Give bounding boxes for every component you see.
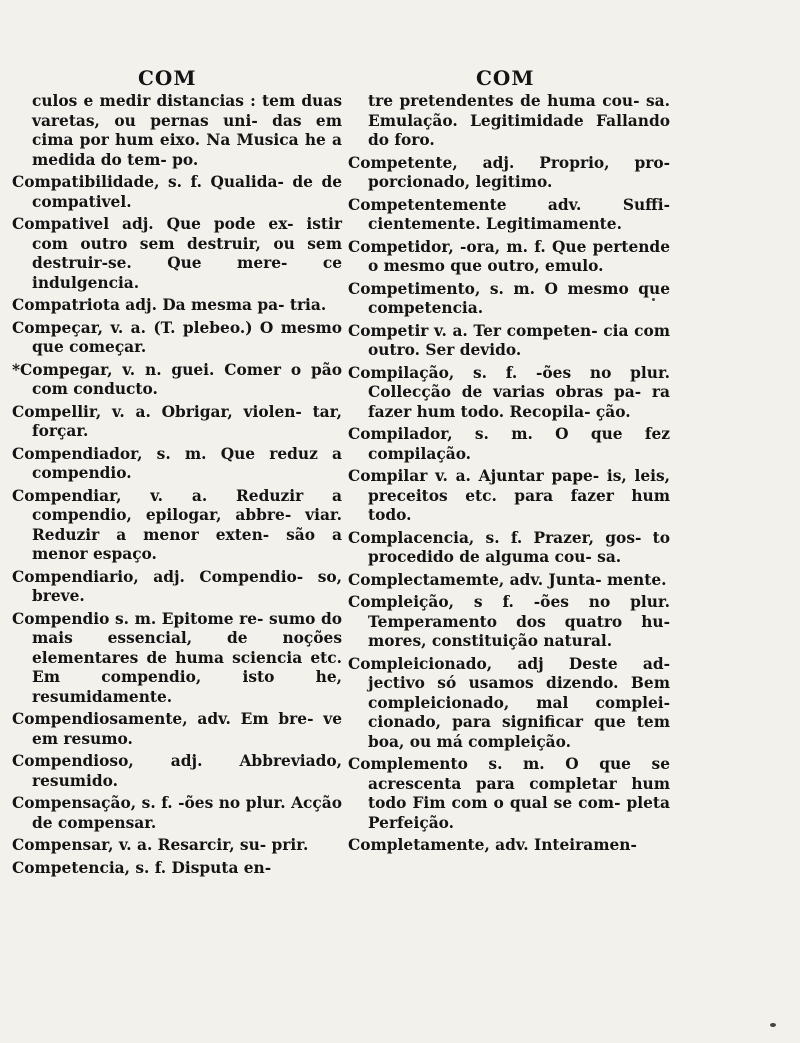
dictionary-entry: Completamente, adv. Inteiramen- — [348, 836, 637, 854]
dictionary-entry: Compendiario, adj. Compendio- so, breve. — [12, 567, 342, 605]
dictionary-entry: Compendiosamente, adv. Em bre- ve em resumo. — [12, 710, 342, 748]
dictionary-entry: Competidor, -ora, m. f. Que pertende o mesmo que outro, emulo. — [348, 237, 670, 275]
dictionary-entry: Compatriota adj. Da mesma pa- tria. — [12, 296, 327, 314]
right-running-header: COM — [476, 66, 535, 90]
dictionary-entry: Compendiador, s. m. Que reduz a compendio. — [12, 444, 342, 482]
dictionary-entry: Competimento, s. m. O mesmo que competencia. — [348, 279, 670, 317]
dictionary-entry: tre pretendentes de huma cou- sa. Emulação. Legitimidade Fallando do foro. — [368, 92, 670, 149]
dictionary-entry: Compatibilidade, s. f. Qualida- de de compativel. — [12, 173, 342, 211]
dictionary-entry: Compellir, v. a. Obrigar, violen- tar, forçar. — [12, 402, 342, 440]
left-column — [12, 92, 342, 881]
ink-speck — [652, 298, 655, 301]
dictionary-entry: Complectamemte, adv. Junta- mente. — [348, 570, 667, 589]
dictionary-entry: Competencia, s. f. Disputa en- — [12, 858, 272, 877]
dictionary-entry: Compendioso, adj. Abbreviado, resumido. — [12, 752, 342, 790]
dictionary-entry: Compensação, s. f. -ões no plur. Acção de compensar. — [12, 794, 342, 832]
ink-speck — [770, 1023, 776, 1027]
dictionary-entry: Competir v. a. Ter competen- cia com outro. Ser devido. — [348, 321, 670, 359]
dictionary-entry: Compilação, s. f. -ões no plur. Collecção de varias obras pa- ra fazer hum todo. Recopila- ção. — [348, 363, 670, 421]
dictionary-entry: Competente, adj. Proprio, pro- porcionado, legitimo. — [348, 153, 670, 191]
dictionary-entry: *Compegar, v. n. guei. Comer o pão com conducto. — [12, 360, 342, 398]
dictionary-entry: culos e medir distancias : tem duas varetas, ou pernas uni- das em cima por hum eixo. Na Musica he a medida do tem- po. — [32, 92, 342, 169]
dictionary-entry: Compilar v. a. Ajuntar pape- is, leis, preceitos etc. para fazer hum todo. — [348, 467, 670, 524]
dictionary-entry: Compativel adj. Que pode ex- istir com outro sem destruir, ou sem destruir-se. Que mere- ce indulgencia. — [12, 215, 342, 292]
dictionary-entry: Compleicionado, adj Deste ad- jectivo só usamos dizendo. Bem compleicionado, mal complei- cionado, para significar que tem boa, ou má compleição. — [348, 654, 670, 751]
dictionary-entry: Compilador, s. m. O que fez compilação. — [348, 425, 670, 463]
dictionary-entry: Complacencia, s. f. Prazer, gos- to procedido de alguma cou- sa. — [348, 528, 670, 566]
dictionary-entry: Compendiar, v. a. Reduzir a compendio, epilogar, abbre- viar. Reduzir a menor exten- são a menor espaço. — [12, 486, 342, 563]
dictionary-entry: Competentemente adv. Suffi- cientemente. Legitimamente. — [348, 195, 670, 233]
dictionary-entry: Compeçar, v. a. (T. plebeo.) O mesmo que começar. — [12, 318, 342, 356]
right-column — [348, 92, 670, 859]
dictionary-entry: Complemento s. m. O que se acrescenta para completar hum todo Fim com o qual se com- pleta Perfeição. — [348, 755, 670, 832]
dictionary-entry: Compleição, s f. -ões no plur. Temperamento dos quatro hu- mores, constituição natural. — [348, 593, 670, 650]
left-running-header: COM — [138, 66, 197, 90]
dictionary-entry: Compensar, v. a. Resarcir, su- prir. — [12, 836, 309, 854]
dictionary-entry: Compendio s. m. Epitome re- sumo do mais essencial, de noções elementares de huma sciencia etc. Em compendio, isto he, resumidamente. — [12, 609, 342, 706]
